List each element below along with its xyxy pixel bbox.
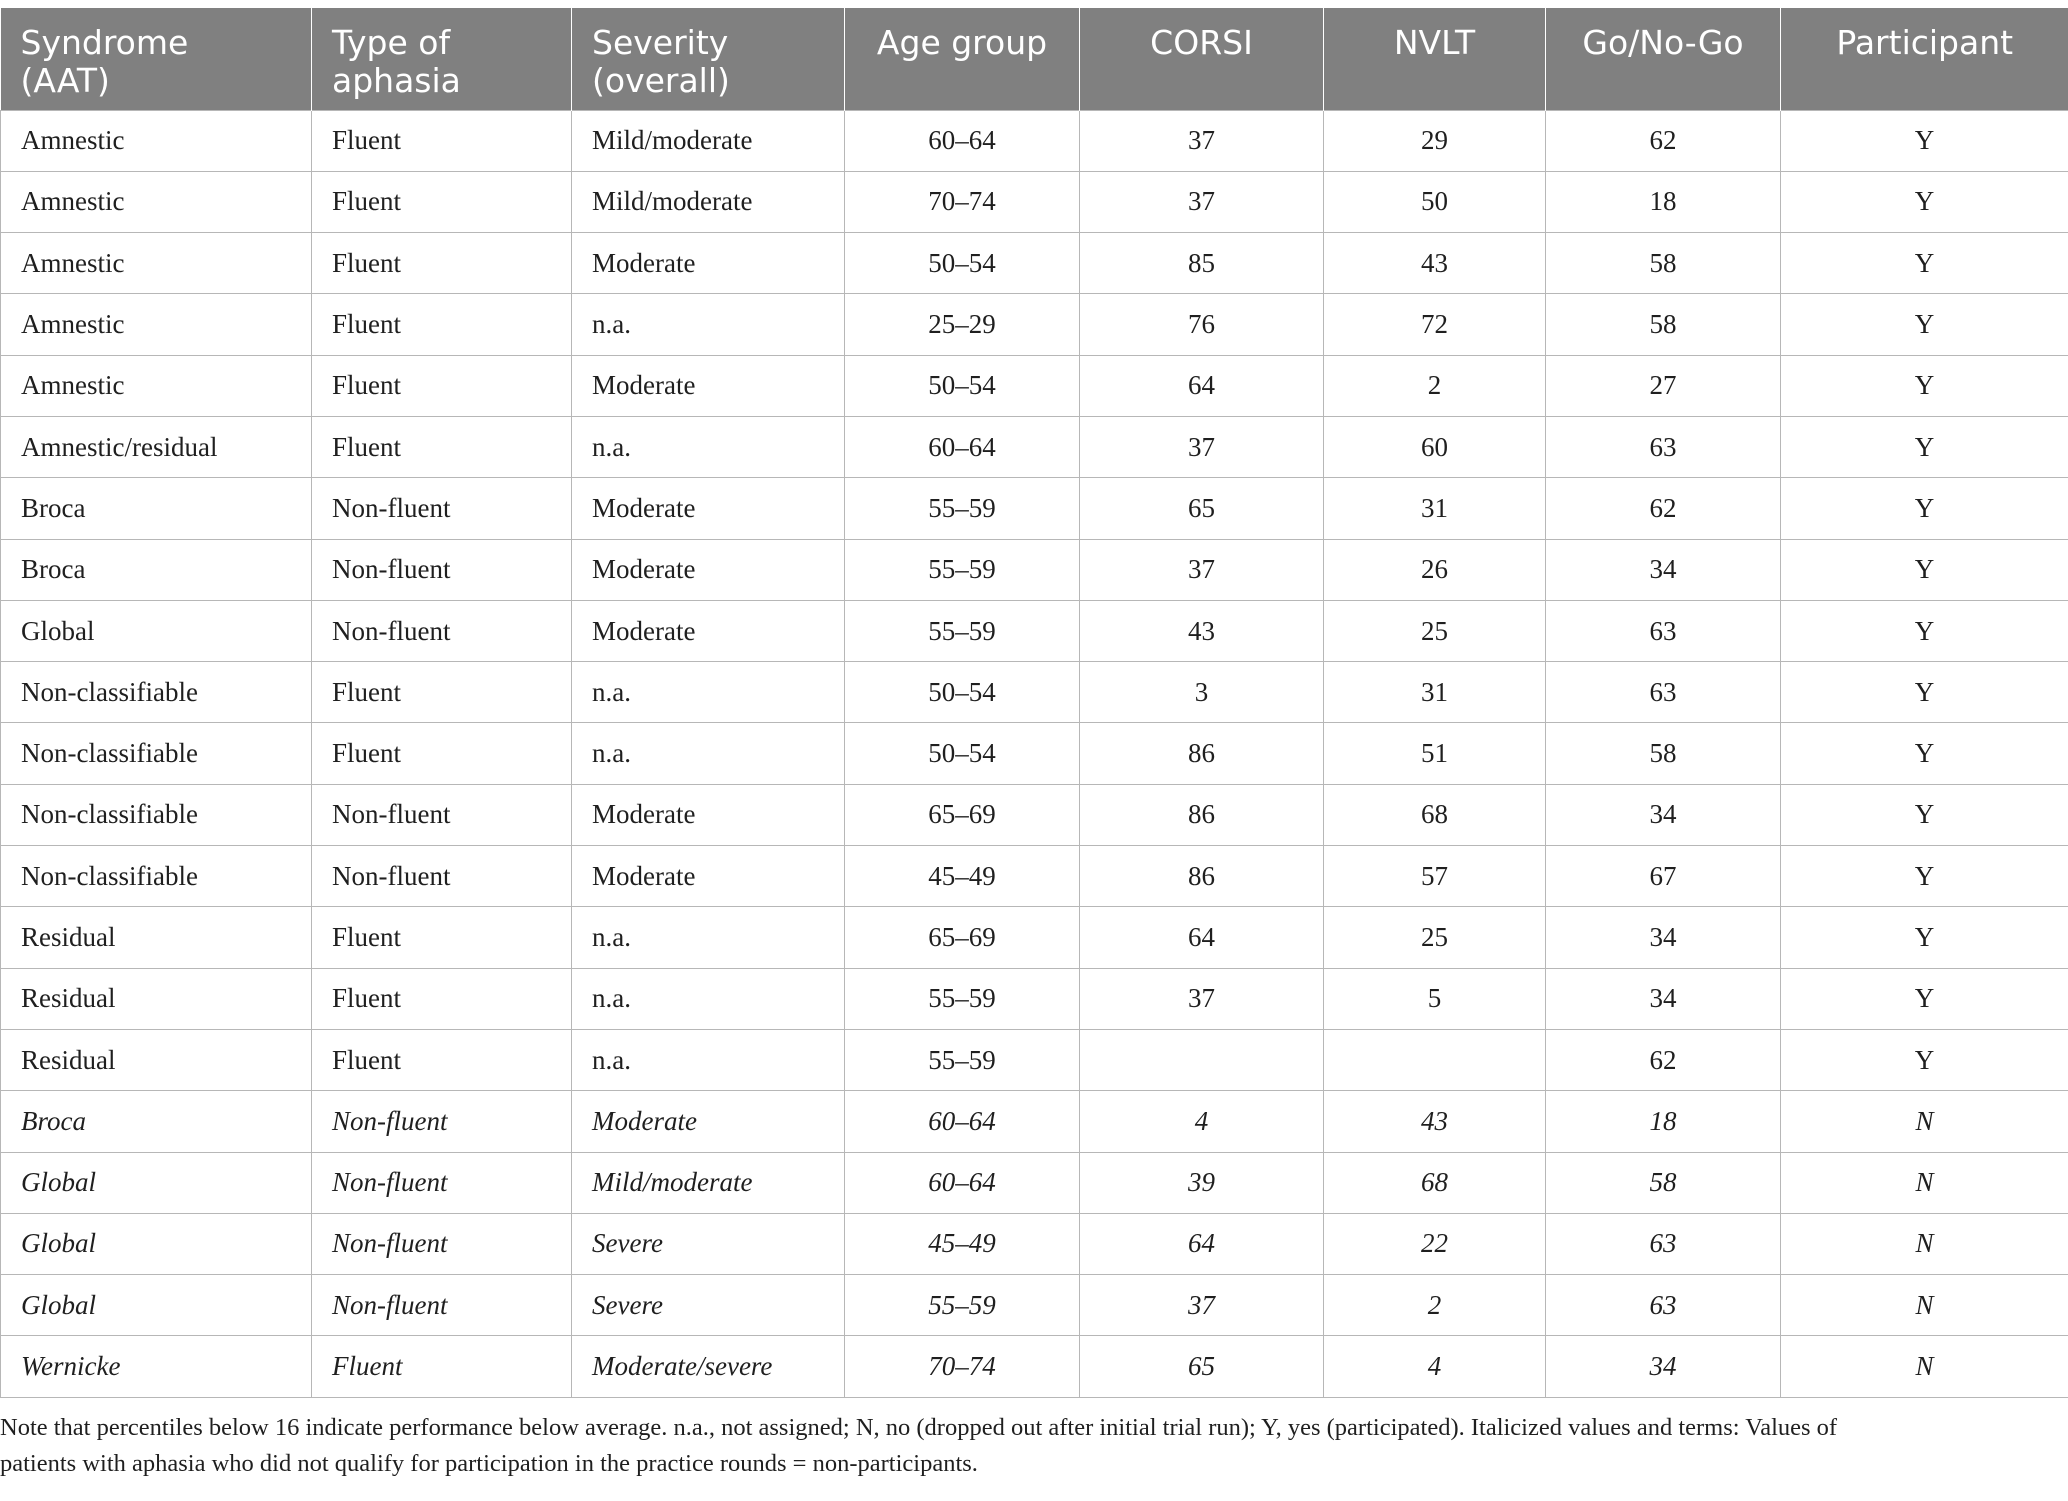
cell-nvlt: 60: [1324, 416, 1546, 477]
cell-corsi: 43: [1080, 600, 1324, 661]
cell-go-no-go: 63: [1546, 1275, 1781, 1336]
header-age-group: [845, 8, 1080, 110]
cell-go-no-go: 58: [1546, 294, 1781, 355]
cell-participant: N: [1781, 1213, 2068, 1274]
cell-syndrome: Residual: [1, 907, 312, 968]
cell-participant: N: [1781, 1152, 2068, 1213]
cell-age-group: 55–59: [845, 478, 1080, 539]
header-corsi: [1080, 8, 1324, 110]
table-row: [1, 294, 2068, 355]
table-row: [1, 171, 2068, 232]
cell-nvlt: 43: [1324, 1091, 1546, 1152]
header-syndrome: [1, 8, 312, 110]
cell-type-of-aphasia: Fluent: [312, 110, 572, 171]
header-participant: [1781, 8, 2068, 110]
cell-nvlt: 5: [1324, 968, 1546, 1029]
cell-participant: Y: [1781, 416, 2068, 477]
aphasia-patients-table: [0, 8, 2068, 1398]
cell-age-group: 60–64: [845, 416, 1080, 477]
cell-severity: Severe: [572, 1275, 845, 1336]
cell-go-no-go: 63: [1546, 416, 1781, 477]
cell-syndrome: Amnestic: [1, 294, 312, 355]
cell-go-no-go: 58: [1546, 233, 1781, 294]
header-text: Age group: [876, 23, 1048, 62]
cell-severity: n.a.: [572, 294, 845, 355]
cell-nvlt: 31: [1324, 662, 1546, 723]
cell-age-group: 55–59: [845, 1275, 1080, 1336]
cell-type-of-aphasia: Non-fluent: [312, 784, 572, 845]
cell-participant: Y: [1781, 784, 2068, 845]
cell-type-of-aphasia: Fluent: [312, 1029, 572, 1090]
header-text: Participant: [1836, 23, 2014, 62]
cell-severity: n.a.: [572, 907, 845, 968]
cell-severity: Mild/moderate: [572, 1152, 845, 1213]
cell-corsi: 3: [1080, 662, 1324, 723]
cell-type-of-aphasia: Fluent: [312, 294, 572, 355]
cell-syndrome: Wernicke: [1, 1336, 312, 1397]
header-type-of-aphasia: [312, 8, 572, 110]
cell-nvlt: 26: [1324, 539, 1546, 600]
cell-syndrome: Amnestic/residual: [1, 416, 312, 477]
cell-participant: Y: [1781, 846, 2068, 907]
cell-go-no-go: 27: [1546, 355, 1781, 416]
cell-nvlt: 22: [1324, 1213, 1546, 1274]
cell-corsi: 64: [1080, 907, 1324, 968]
header-text: Syndrome: [20, 23, 189, 62]
table-row: [1, 416, 2068, 477]
header-go-no-go: [1546, 8, 1781, 110]
table-row: [1, 1275, 2068, 1336]
cell-severity: n.a.: [572, 662, 845, 723]
cell-corsi: 37: [1080, 416, 1324, 477]
cell-age-group: 45–49: [845, 1213, 1080, 1274]
header-text: Go/No-Go: [1582, 23, 1744, 62]
cell-corsi: 65: [1080, 478, 1324, 539]
table-row: [1, 784, 2068, 845]
cell-nvlt: 2: [1324, 1275, 1546, 1336]
cell-severity: Mild/moderate: [572, 110, 845, 171]
table-row: [1, 968, 2068, 1029]
cell-syndrome: Global: [1, 1275, 312, 1336]
cell-age-group: 55–59: [845, 1029, 1080, 1090]
table-row: [1, 723, 2068, 784]
cell-corsi: 64: [1080, 1213, 1324, 1274]
cell-syndrome: Amnestic: [1, 110, 312, 171]
table-row: [1, 110, 2068, 171]
cell-participant: Y: [1781, 539, 2068, 600]
cell-participant: Y: [1781, 355, 2068, 416]
cell-nvlt: [1324, 1029, 1546, 1090]
table-row: [1, 1091, 2068, 1152]
cell-corsi: 86: [1080, 846, 1324, 907]
cell-go-no-go: 34: [1546, 784, 1781, 845]
cell-corsi: 4: [1080, 1091, 1324, 1152]
cell-age-group: 65–69: [845, 784, 1080, 845]
cell-corsi: 37: [1080, 539, 1324, 600]
cell-type-of-aphasia: Fluent: [312, 416, 572, 477]
cell-type-of-aphasia: Non-fluent: [312, 1091, 572, 1152]
cell-go-no-go: 18: [1546, 1091, 1781, 1152]
header-text: (overall): [592, 61, 730, 100]
table-row: [1, 846, 2068, 907]
cell-go-no-go: 34: [1546, 1336, 1781, 1397]
cell-participant: Y: [1781, 233, 2068, 294]
cell-type-of-aphasia: Fluent: [312, 1336, 572, 1397]
cell-nvlt: 72: [1324, 294, 1546, 355]
cell-syndrome: Broca: [1, 478, 312, 539]
cell-syndrome: Residual: [1, 1029, 312, 1090]
cell-age-group: 60–64: [845, 1091, 1080, 1152]
cell-nvlt: 57: [1324, 846, 1546, 907]
footnote-line-2: patients with aphasia who did not qualify for participation in the practice rounds = non-participants.: [0, 1450, 978, 1477]
cell-corsi: 85: [1080, 233, 1324, 294]
cell-go-no-go: 62: [1546, 110, 1781, 171]
cell-type-of-aphasia: Fluent: [312, 723, 572, 784]
table-footnote: [0, 1410, 2040, 1482]
cell-participant: Y: [1781, 294, 2068, 355]
table-row: [1, 478, 2068, 539]
header-text: NVLT: [1393, 23, 1476, 62]
cell-syndrome: Amnestic: [1, 171, 312, 232]
cell-nvlt: 4: [1324, 1336, 1546, 1397]
cell-nvlt: 51: [1324, 723, 1546, 784]
cell-go-no-go: 58: [1546, 723, 1781, 784]
table-header: [1, 8, 2068, 110]
cell-go-no-go: 63: [1546, 600, 1781, 661]
header-severity: [572, 8, 845, 110]
cell-age-group: 45–49: [845, 846, 1080, 907]
cell-syndrome: Non-classifiable: [1, 723, 312, 784]
cell-corsi: 37: [1080, 171, 1324, 232]
cell-age-group: 70–74: [845, 171, 1080, 232]
cell-syndrome: Residual: [1, 968, 312, 1029]
cell-go-no-go: 34: [1546, 907, 1781, 968]
cell-age-group: 50–54: [845, 355, 1080, 416]
cell-type-of-aphasia: Non-fluent: [312, 478, 572, 539]
cell-severity: n.a.: [572, 416, 845, 477]
cell-corsi: 86: [1080, 723, 1324, 784]
cell-go-no-go: 34: [1546, 539, 1781, 600]
cell-type-of-aphasia: Non-fluent: [312, 1152, 572, 1213]
cell-type-of-aphasia: Non-fluent: [312, 846, 572, 907]
cell-nvlt: 25: [1324, 600, 1546, 661]
cell-age-group: 55–59: [845, 539, 1080, 600]
cell-age-group: 60–64: [845, 110, 1080, 171]
cell-severity: Moderate: [572, 539, 845, 600]
cell-severity: Moderate/severe: [572, 1336, 845, 1397]
cell-participant: Y: [1781, 1029, 2068, 1090]
cell-go-no-go: 62: [1546, 478, 1781, 539]
cell-participant: Y: [1781, 723, 2068, 784]
cell-participant: N: [1781, 1091, 2068, 1152]
cell-type-of-aphasia: Non-fluent: [312, 539, 572, 600]
cell-nvlt: 68: [1324, 784, 1546, 845]
table-row: [1, 1336, 2068, 1397]
cell-severity: Moderate: [572, 600, 845, 661]
cell-severity: Moderate: [572, 355, 845, 416]
cell-nvlt: 50: [1324, 171, 1546, 232]
header-text: CORSI: [1150, 23, 1253, 62]
table-row: [1, 233, 2068, 294]
cell-syndrome: Global: [1, 1213, 312, 1274]
cell-participant: N: [1781, 1336, 2068, 1397]
header-text: Type of: [332, 23, 451, 62]
header-text: aphasia: [332, 61, 461, 100]
cell-type-of-aphasia: Fluent: [312, 907, 572, 968]
cell-corsi: 76: [1080, 294, 1324, 355]
cell-age-group: 65–69: [845, 907, 1080, 968]
cell-age-group: 55–59: [845, 600, 1080, 661]
cell-syndrome: Non-classifiable: [1, 846, 312, 907]
cell-participant: N: [1781, 1275, 2068, 1336]
cell-syndrome: Amnestic: [1, 233, 312, 294]
table-container: [0, 8, 2068, 1398]
cell-age-group: 60–64: [845, 1152, 1080, 1213]
cell-corsi: 37: [1080, 1275, 1324, 1336]
cell-severity: Moderate: [572, 478, 845, 539]
cell-type-of-aphasia: Fluent: [312, 233, 572, 294]
cell-go-no-go: 58: [1546, 1152, 1781, 1213]
cell-nvlt: 31: [1324, 478, 1546, 539]
cell-nvlt: 29: [1324, 110, 1546, 171]
cell-corsi: [1080, 1029, 1324, 1090]
cell-age-group: 55–59: [845, 968, 1080, 1029]
cell-severity: Moderate: [572, 846, 845, 907]
cell-severity: Moderate: [572, 1091, 845, 1152]
cell-nvlt: 43: [1324, 233, 1546, 294]
table-row: [1, 1029, 2068, 1090]
cell-severity: n.a.: [572, 968, 845, 1029]
header-row: [1, 8, 2068, 110]
cell-go-no-go: 67: [1546, 846, 1781, 907]
cell-corsi: 37: [1080, 968, 1324, 1029]
cell-age-group: 50–54: [845, 662, 1080, 723]
cell-go-no-go: 63: [1546, 1213, 1781, 1274]
table-row: [1, 907, 2068, 968]
cell-corsi: 64: [1080, 355, 1324, 416]
table-row: [1, 600, 2068, 661]
cell-syndrome: Amnestic: [1, 355, 312, 416]
cell-severity: n.a.: [572, 723, 845, 784]
cell-type-of-aphasia: Non-fluent: [312, 1213, 572, 1274]
cell-severity: Severe: [572, 1213, 845, 1274]
table-body: [1, 110, 2068, 1397]
cell-go-no-go: 34: [1546, 968, 1781, 1029]
cell-participant: Y: [1781, 171, 2068, 232]
table-row: [1, 1152, 2068, 1213]
cell-participant: Y: [1781, 662, 2068, 723]
cell-type-of-aphasia: Non-fluent: [312, 600, 572, 661]
cell-participant: Y: [1781, 110, 2068, 171]
header-text: Severity: [592, 23, 729, 62]
cell-syndrome: Global: [1, 600, 312, 661]
cell-participant: Y: [1781, 968, 2068, 1029]
header-nvlt: [1324, 8, 1546, 110]
cell-syndrome: Broca: [1, 539, 312, 600]
cell-severity: Moderate: [572, 233, 845, 294]
cell-syndrome: Global: [1, 1152, 312, 1213]
cell-severity: n.a.: [572, 1029, 845, 1090]
cell-severity: Moderate: [572, 784, 845, 845]
cell-go-no-go: 63: [1546, 662, 1781, 723]
cell-corsi: 65: [1080, 1336, 1324, 1397]
cell-go-no-go: 18: [1546, 171, 1781, 232]
cell-participant: Y: [1781, 600, 2068, 661]
cell-syndrome: Broca: [1, 1091, 312, 1152]
header-text: (AAT): [20, 61, 110, 100]
cell-participant: Y: [1781, 478, 2068, 539]
table-row: [1, 662, 2068, 723]
cell-nvlt: 25: [1324, 907, 1546, 968]
cell-age-group: 70–74: [845, 1336, 1080, 1397]
cell-age-group: 25–29: [845, 294, 1080, 355]
cell-nvlt: 2: [1324, 355, 1546, 416]
cell-type-of-aphasia: Fluent: [312, 968, 572, 1029]
cell-go-no-go: 62: [1546, 1029, 1781, 1090]
cell-participant: Y: [1781, 907, 2068, 968]
cell-severity: Mild/moderate: [572, 171, 845, 232]
cell-corsi: 39: [1080, 1152, 1324, 1213]
table-row: [1, 1213, 2068, 1274]
cell-type-of-aphasia: Fluent: [312, 355, 572, 416]
cell-corsi: 86: [1080, 784, 1324, 845]
table-row: [1, 539, 2068, 600]
cell-syndrome: Non-classifiable: [1, 662, 312, 723]
cell-syndrome: Non-classifiable: [1, 784, 312, 845]
cell-corsi: 37: [1080, 110, 1324, 171]
cell-age-group: 50–54: [845, 233, 1080, 294]
cell-nvlt: 68: [1324, 1152, 1546, 1213]
table-row: [1, 355, 2068, 416]
cell-age-group: 50–54: [845, 723, 1080, 784]
cell-type-of-aphasia: Fluent: [312, 662, 572, 723]
cell-type-of-aphasia: Non-fluent: [312, 1275, 572, 1336]
cell-type-of-aphasia: Fluent: [312, 171, 572, 232]
footnote-line-1: Note that percentiles below 16 indicate performance below average. n.a., not assigned; N, no (dropped out after initial trial run); Y, yes (participated). Italicized values and terms: Values of: [0, 1414, 1838, 1441]
